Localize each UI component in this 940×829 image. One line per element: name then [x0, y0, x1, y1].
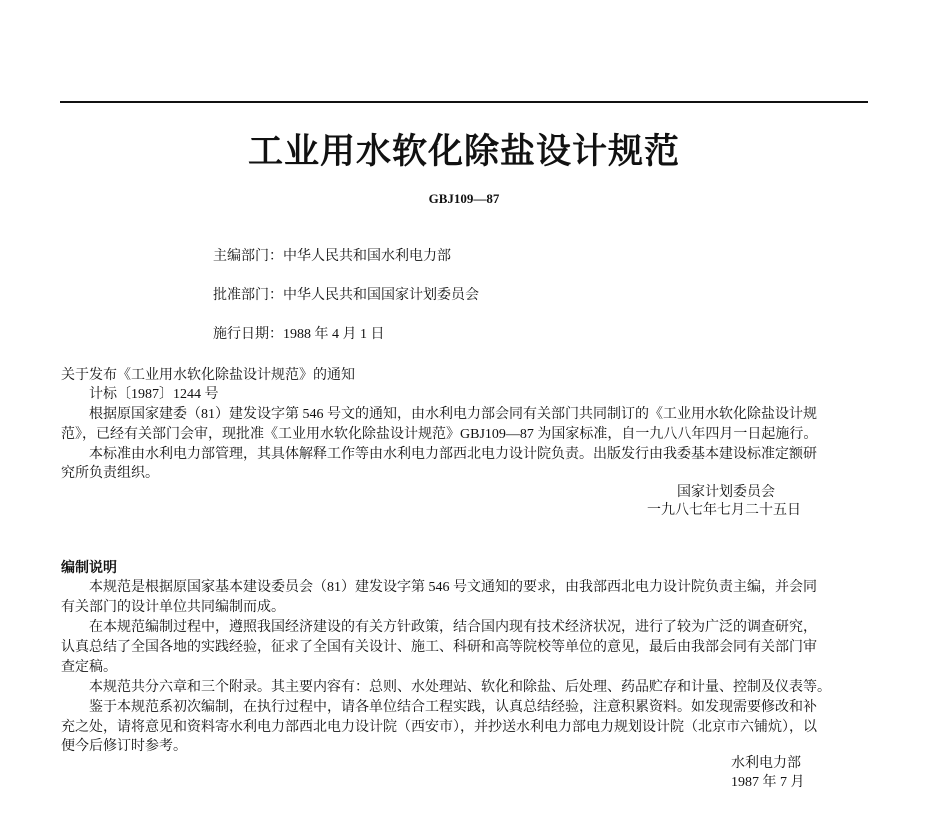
explanation-signer: 水利电力部 [731, 756, 801, 771]
info-effective-date: 施行日期：1988 年 4 月 1 日 [213, 327, 385, 342]
notice-number: 计标〔1987〕1244 号 [89, 387, 219, 402]
explanation-line: 在本规范编制过程中，遵照我国经济建设的有关方针政策，结合国内现有技术经济状况，进行了较为广泛的调查研究， [89, 620, 817, 635]
explanation-heading: 编制说明 [61, 560, 117, 576]
notice-date: 一九八七年七月二十五日 [647, 503, 801, 518]
info-editor: 主编部门：中华人民共和国水利电力部 [213, 249, 451, 264]
notice-line: 本标准由水利电力部管理，其具体解释工作等由水利电力部西北电力设计院负责。出版发行由我委基本建设标准定额研 [89, 447, 817, 462]
notice-signer: 国家计划委员会 [677, 485, 775, 500]
explanation-line: 查定稿。 [61, 660, 117, 675]
notice-line: 究所负责组织。 [61, 466, 159, 481]
standard-code: GBJ109—87 [428, 191, 500, 206]
explanation-line: 本规范共分六章和三个附录。其主要内容有：总则、水处理站、软化和除盐、后处理、药品贮存和计量、控制及仪表等。 [89, 680, 831, 695]
explanation-line: 认真总结了全国各地的实践经验，征求了全国有关设计、施工、科研和高等院校等单位的意见，最后由我部会同有关部门审 [61, 640, 817, 655]
explanation-date: 1987 年 7 月 [731, 775, 805, 790]
notice-line: 范》，已经有关部门会审，现批准《工业用水软化除盐设计规范》GBJ109—87 为国家标准，自一九八八年四月一日起施行。 [61, 427, 818, 442]
explanation-line: 有关部门的设计单位共同编制而成。 [61, 600, 285, 615]
document-title: 工业用水软化除盐设计规范 [247, 132, 680, 171]
notice-heading: 关于发布《工业用水软化除盐设计规范》的通知 [61, 368, 355, 383]
explanation-line: 充之处，请将意见和资料寄水利电力部西北电力设计院（西安市），并抄送水利电力部电力规划设计院（北京市六铺炕），以 [61, 720, 817, 735]
info-approver: 批准部门：中华人民共和国国家计划委员会 [213, 288, 479, 303]
explanation-line: 便今后修订时参考。 [61, 739, 187, 754]
explanation-line: 本规范是根据原国家基本建设委员会（81）建发设字第 546 号文通知的要求，由我部西北电力设计院负责主编，并会同 [89, 580, 817, 595]
top-rule [60, 101, 868, 103]
explanation-line: 鉴于本规范系初次编制，在执行过程中，请各单位结合工程实践，认真总结经验，注意积累资料。如发现需要修改和补 [89, 700, 817, 715]
notice-line: 根据原国家建委（81）建发设字第 546 号文的通知，由水利电力部会同有关部门共同制订的《工业用水软化除盐设计规 [89, 407, 817, 422]
